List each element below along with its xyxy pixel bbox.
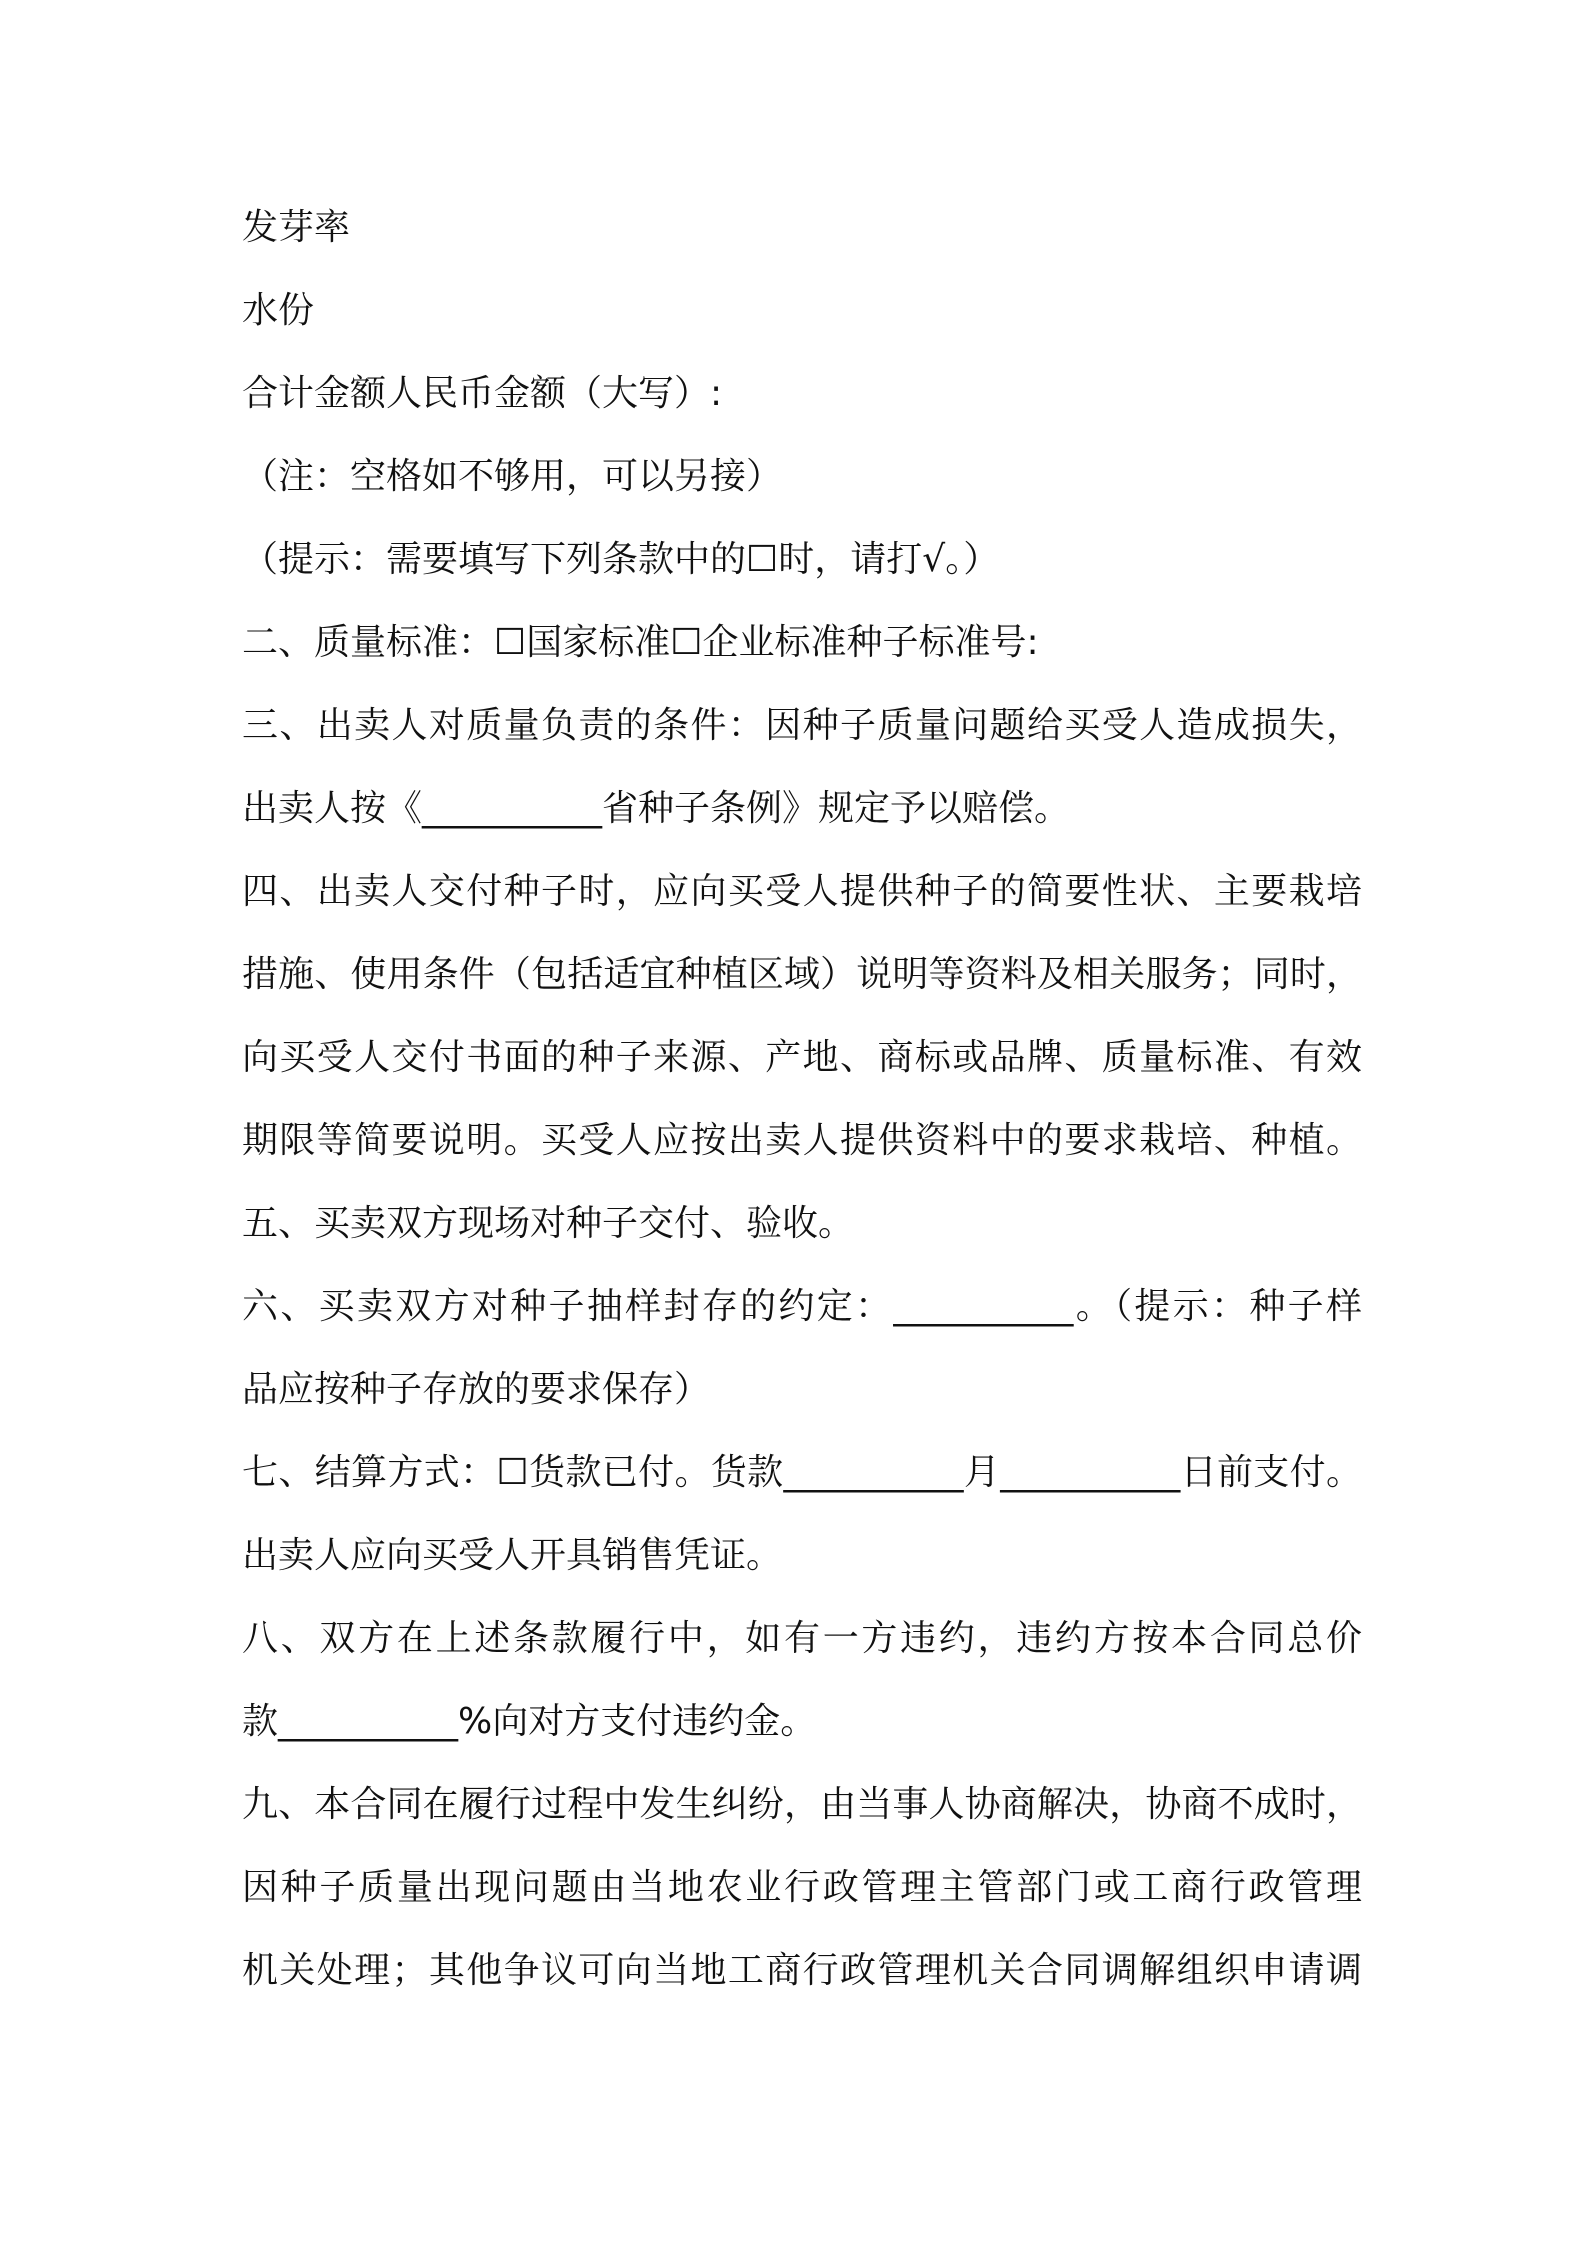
text-line-note: （注：空格如不够用，可以另接） (242, 456, 783, 497)
clause-5: 五、买卖双方现场对种子交付、验收。 (242, 1203, 855, 1244)
clause-8-line-1: 八、双方在上述条款履行中，如有一方违约，违约方按本合同总价 (242, 1618, 1362, 1659)
clause-4-line-4: 期限等简要说明。买受人应按出卖人提供资料中的要求栽培、种植。 (242, 1120, 1362, 1161)
clause-7-line-2: 出卖人应向买受人开具销售凭证。 (242, 1535, 783, 1576)
text-line-hint: （提示：需要填写下列条款中的☐时，请打√。） (242, 539, 1000, 580)
clause-6-line-1: 六、买卖双方对种子抽样封存的约定：__________。（提示：种子样 (242, 1286, 1362, 1327)
clause-9-line-3: 机关处理；其他争议可向当地工商行政管理机关合同调解组织申请调 (242, 1950, 1362, 1991)
clause-6-line-2: 品应按种子存放的要求保存） (242, 1369, 711, 1410)
text-line-germination-rate: 发芽率 (242, 207, 351, 248)
clause-3-line-2: 出卖人按《__________省种子条例》规定予以赔偿。 (242, 788, 1071, 829)
clause-3-line-1: 三、出卖人对质量负责的条件：因种子质量问题给买受人造成损失， (242, 705, 1362, 746)
clause-4-line-3: 向买受人交付书面的种子来源、产地、商标或品牌、质量标准、有效 (242, 1037, 1362, 1078)
text-line-total-amount: 合计金额人民币金额（大写）: (242, 373, 723, 414)
text-line-moisture: 水份 (242, 290, 315, 331)
clause-4-line-2: 措施、使用条件（包括适宜种植区域）说明等资料及相关服务；同时， (242, 954, 1362, 995)
clause-4-line-1: 四、出卖人交付种子时，应向买受人提供种子的简要性状、主要栽培 (242, 871, 1362, 912)
clause-2-quality-standard: 二、质量标准：☐国家标准☐企业标准种子标准号: (242, 622, 1039, 663)
clause-9-line-2: 因种子质量出现问题由当地农业行政管理主管部门或工商行政管理 (242, 1867, 1362, 1908)
clause-8-line-2: 款__________%向对方支付违约金。 (242, 1701, 817, 1742)
clause-7-line-1: 七、结算方式：☐货款已付。货款__________月__________日前支付。 (242, 1452, 1362, 1493)
clause-9-line-1: 九、本合同在履行过程中发生纠纷，由当事人协商解决，协商不成时， (242, 1784, 1362, 1825)
